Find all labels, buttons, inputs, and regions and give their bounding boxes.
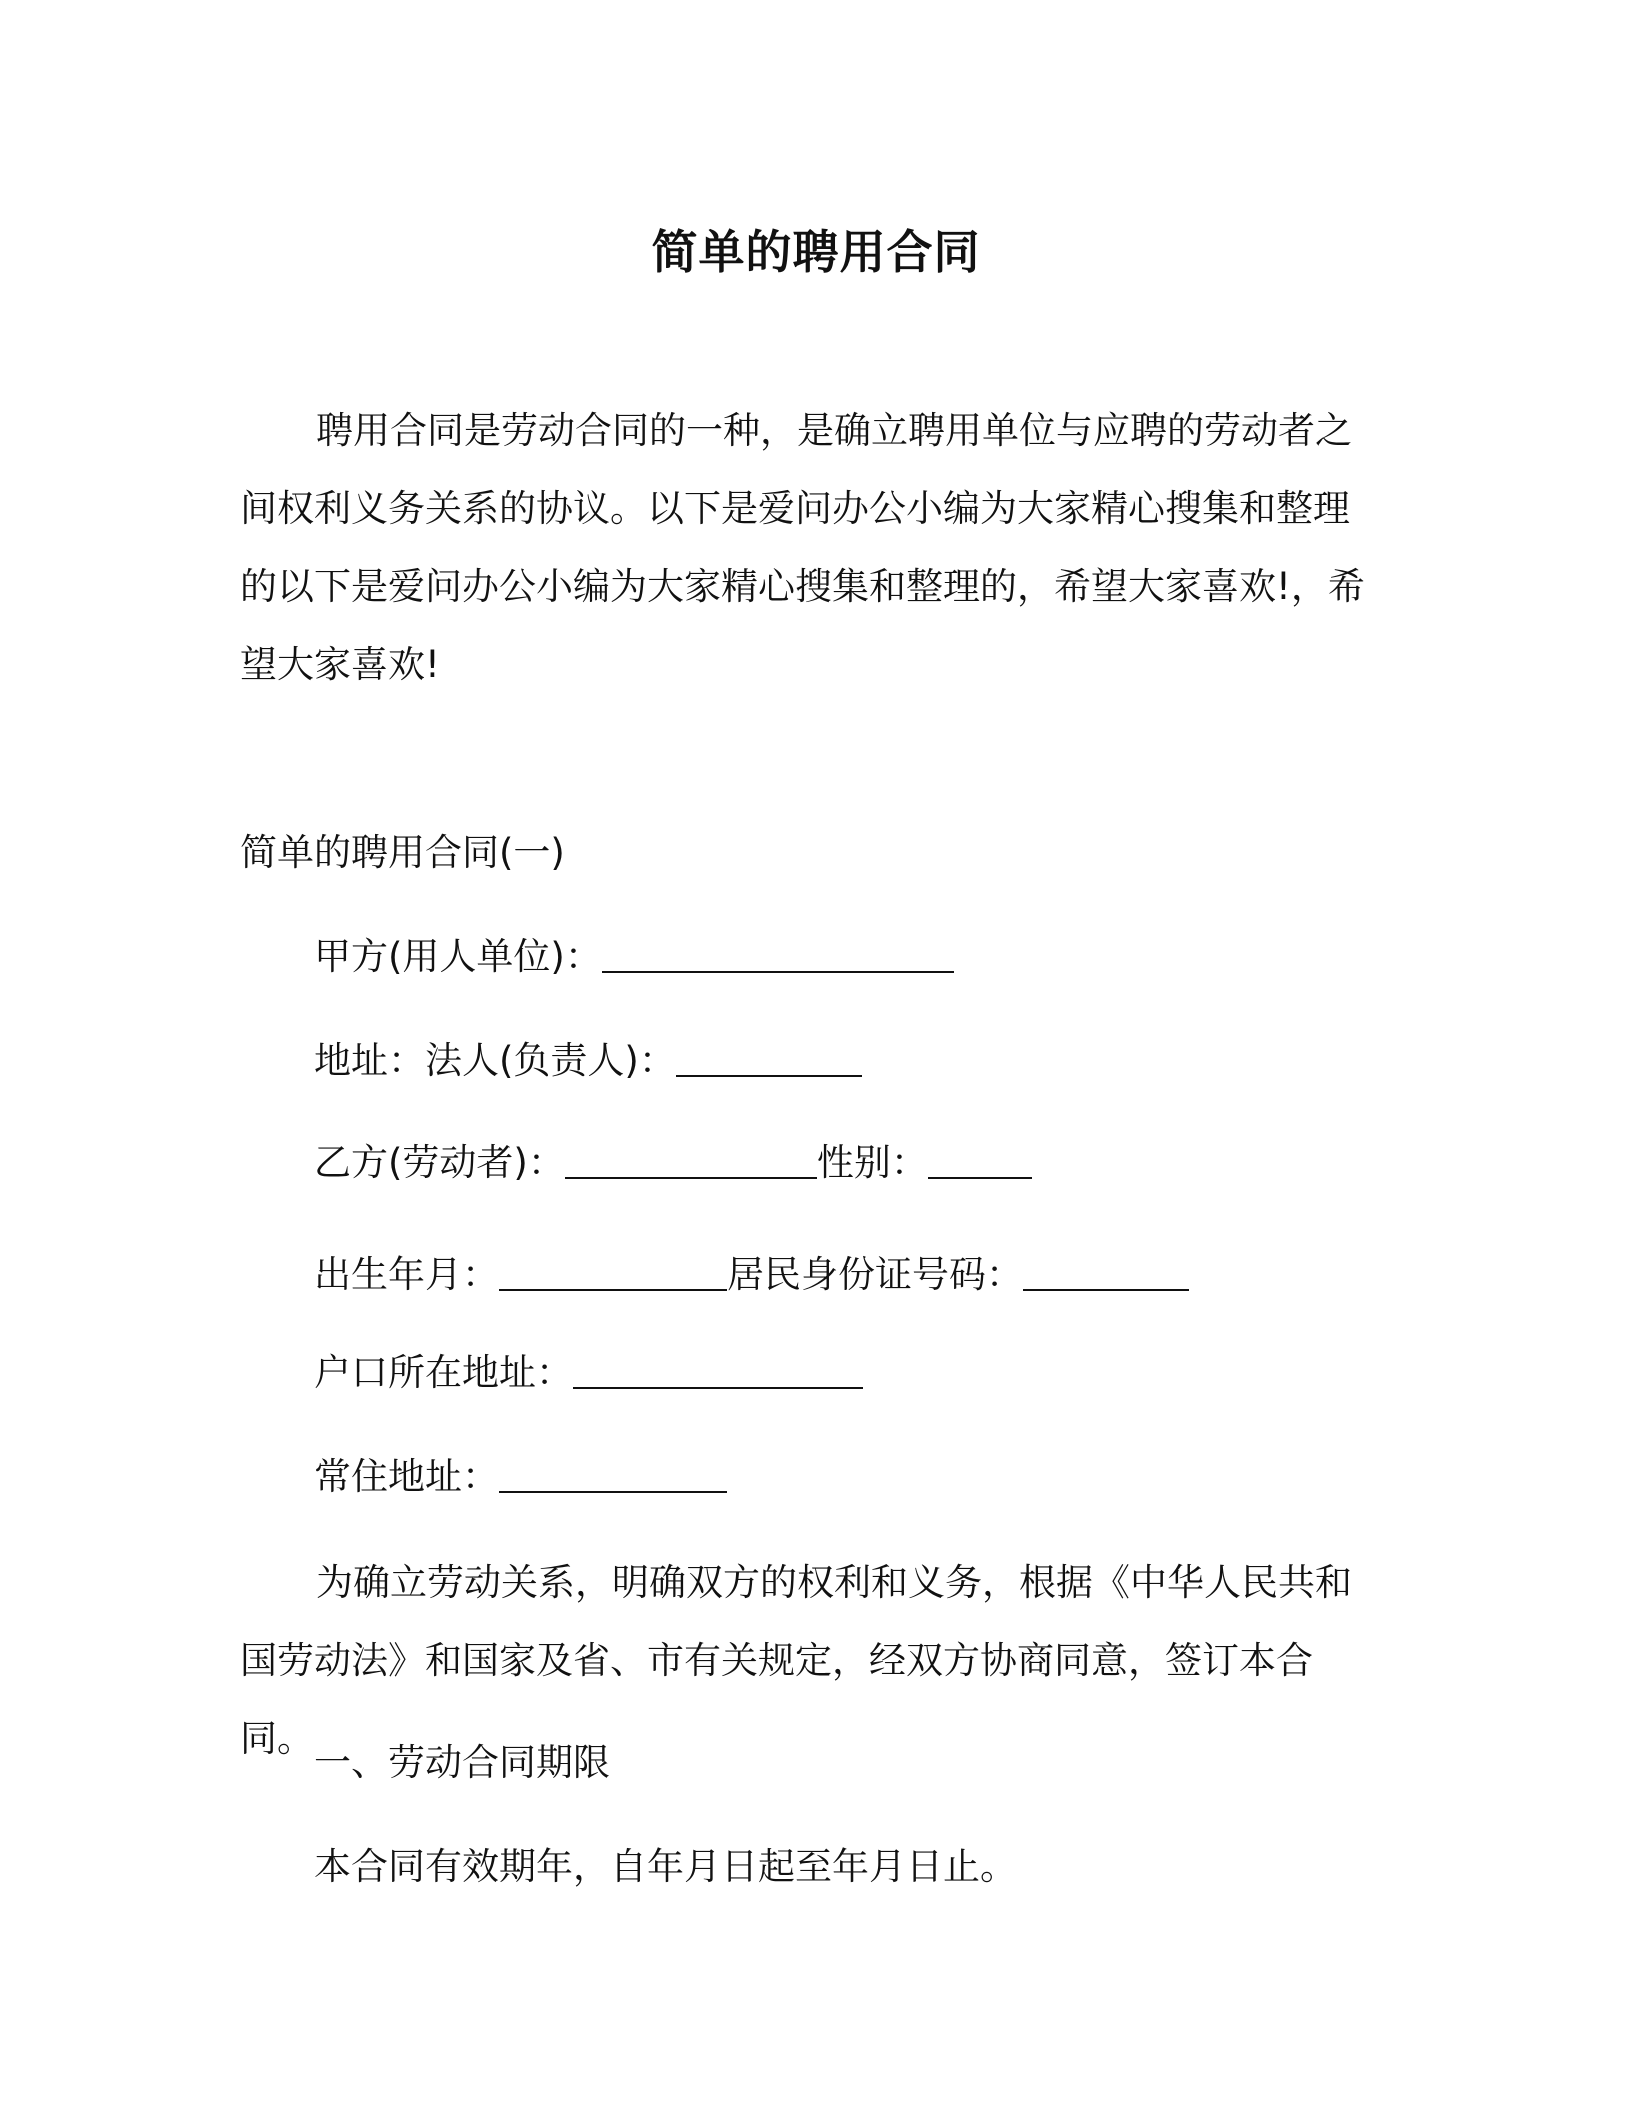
party-b-field — [314, 1138, 1032, 1188]
address-field — [314, 1036, 862, 1086]
gender-label: 性别： — [816, 1141, 928, 1184]
gender-blank[interactable] — [928, 1143, 1032, 1179]
section-heading: 简单的聘用合同(一) — [240, 831, 565, 874]
residence-label: 常住地址： — [314, 1455, 499, 1498]
birth-blank[interactable] — [499, 1255, 727, 1291]
legal-person-blank[interactable] — [676, 1041, 862, 1077]
hukou-blank[interactable] — [573, 1353, 863, 1389]
residence-field — [314, 1452, 727, 1502]
party-a-label: 甲方(用人单位)： — [314, 935, 602, 978]
party-a-field — [314, 932, 954, 982]
party-b-label: 乙方(劳动者)： — [314, 1141, 565, 1184]
birth-id-field — [314, 1250, 1189, 1300]
birth-label: 出生年月： — [314, 1253, 499, 1296]
hukou-field — [314, 1348, 863, 1398]
residence-blank[interactable] — [499, 1457, 727, 1493]
clause-1-text: 本合同有效期年，自年月日起至年月日止。 — [314, 1845, 1017, 1888]
document-title: 简单的聘用合同 — [651, 225, 981, 279]
purpose-paragraph: 为确立劳动关系，明确双方的权利和义务，根据《中华人民共和国劳动法》和国家及省、市有关规定，经双方协商同意，签订本合同。 — [240, 1561, 1352, 1760]
hukou-label: 户口所在地址： — [314, 1351, 573, 1394]
party-a-blank[interactable] — [602, 937, 954, 973]
party-b-blank[interactable] — [565, 1143, 817, 1179]
id-blank[interactable] — [1023, 1255, 1189, 1291]
intro-paragraph: 聘用合同是劳动合同的一种，是确立聘用单位与应聘的劳动者之间权利义务关系的协议。以下是爱问办公小编为大家精心搜集和整理的以下是爱问办公小编为大家精心搜集和整理的，希望大家喜欢!，希望大家喜欢! — [240, 409, 1365, 686]
address-label: 地址：法人(负责人)： — [314, 1039, 676, 1082]
id-label: 居民身份证号码： — [727, 1253, 1023, 1296]
clause-1-heading: 一、劳动合同期限 — [314, 1741, 610, 1784]
